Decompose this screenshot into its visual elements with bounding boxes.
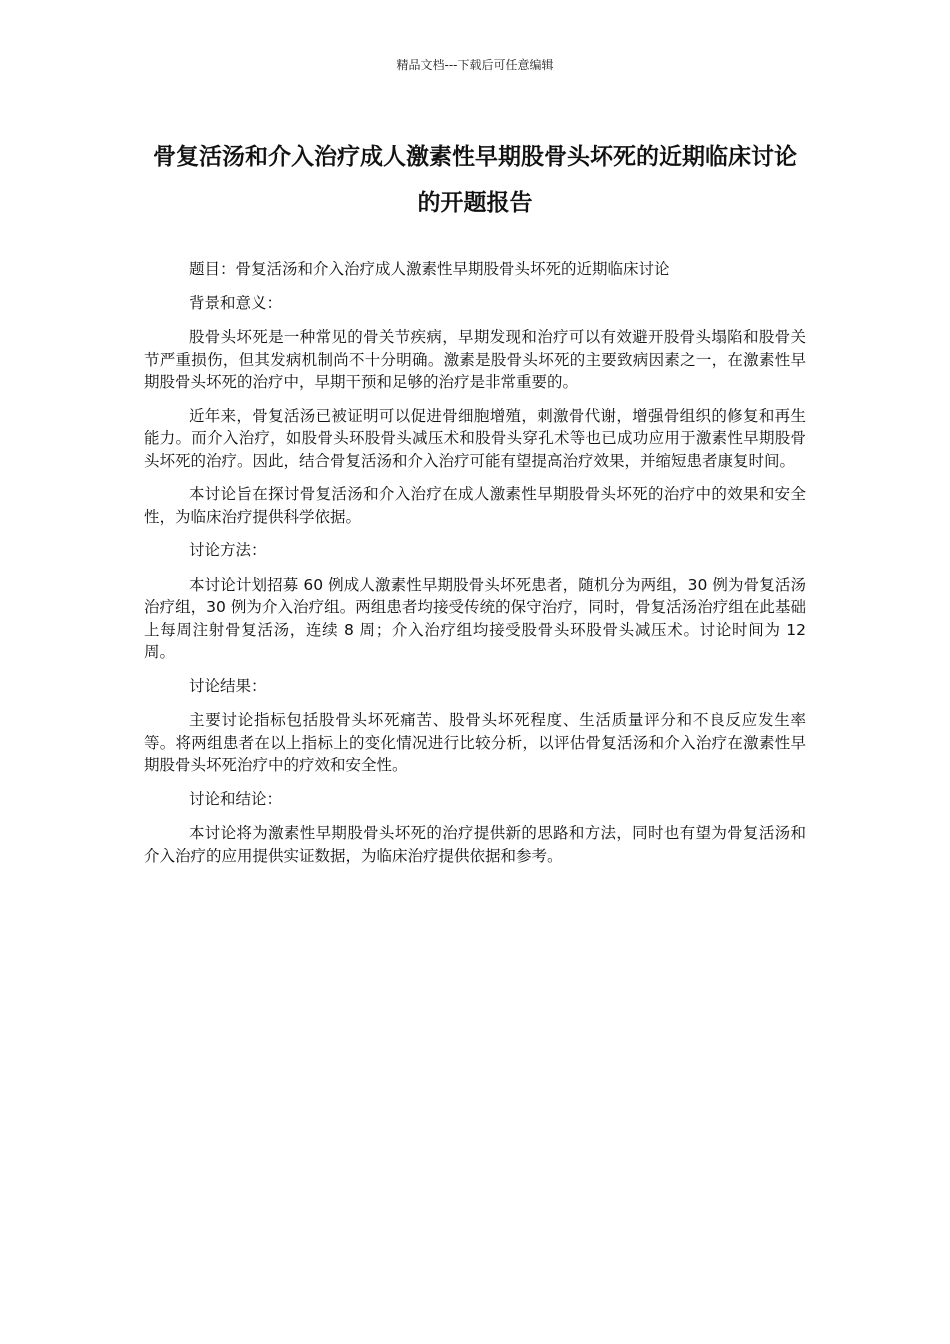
section-heading-methods: 讨论方法： xyxy=(188,541,267,559)
section-heading-results: 讨论结果： xyxy=(188,676,267,695)
page-header: 精品文档---下载后可任意编辑 xyxy=(396,58,554,72)
conclusion-paragraph: 本讨论将为激素性早期股骨头坏死的治疗提供新的思路和方法，同时也有望为骨复活汤和介入治疗的应用提供实证数据，为临床治疗提供依据和参考。 xyxy=(144,824,806,865)
background-paragraph-3: 本讨论旨在探讨骨复活汤和介入治疗在成人激素性早期股骨头坏死的治疗中的效果和安全性，为临床治疗提供科学依据。 xyxy=(144,485,806,526)
results-paragraph: 主要讨论指标包括股骨头坏死痛苦、股骨头坏死程度、生活质量评分和不良反应发生率等。将两组患者在以上指标上的变化情况进行比较分析，以评估骨复活汤和介入治疗在激素性早期股骨头坏死治疗中的疗效和安全性。 xyxy=(144,711,806,774)
background-paragraph-1: 股骨头坏死是一种常见的骨关节疾病，早期发现和治疗可以有效避开股骨头塌陷和股骨关节严重损伤，但其发病机制尚不十分明确。激素是股骨头坏死的主要致病因素之一，在激素性早期股骨头坏死的治疗中，早期干预和足够的治疗是非常重要的。 xyxy=(144,328,806,391)
background-paragraph-2: 近年来，骨复活汤已被证明可以促进骨细胞增殖，刺激骨代谢，增强骨组织的修复和再生能力。而介入治疗，如股骨头环股骨头减压术和股骨头穿孔术等也已成功应用于激素性早期股骨头坏死的治疗。因此，结合骨复活汤和介入治疗可能有望提高治疗效果，并缩短患者康复时间。 xyxy=(144,406,806,470)
section-heading-background: 背景和意义： xyxy=(188,293,282,312)
section-heading-conclusion: 讨论和结论： xyxy=(188,789,282,808)
methods-paragraph: 本讨论计划招募 60 例成人激素性早期股骨头坏死患者，随机分为两组，30 例为骨复活汤治疗组，30 例为介入治疗组。两组患者均接受传统的保守治疗，同时，骨复活汤治疗组在此基础上每周注射骨复活汤，连续 8 周；介入治疗组均接受股骨头环股骨头减压术。讨论时间为 12 周。 xyxy=(144,575,806,661)
document-body xyxy=(144,258,806,878)
topic-line: 题目：骨复活汤和介入治疗成人激素性早期股骨头坏死的近期临床讨论 xyxy=(188,260,670,278)
document-title: 骨复活汤和介入治疗成人激素性早期股骨头坏死的近期临床讨论的开题报告 xyxy=(153,144,797,216)
